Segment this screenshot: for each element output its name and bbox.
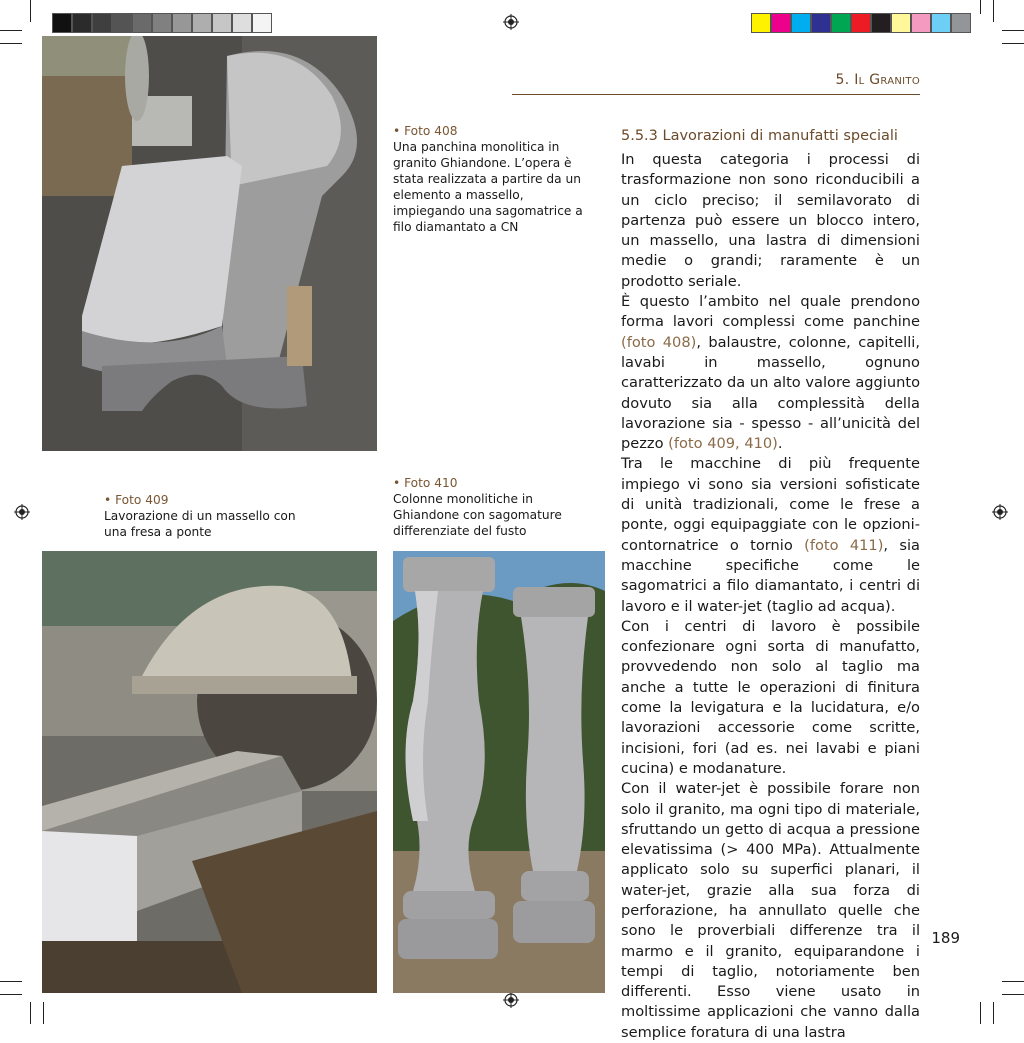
grayscale-swatch <box>152 13 172 33</box>
grayscale-swatch <box>72 13 92 33</box>
text-run: , balaustre, colonne, capitelli, lavabi in massello, ognuno caratterizzato da un alto valore aggiunto dovuto sia alla complessità della lavorazione sia - spesso - all’unicità del pezzo <box>621 333 920 453</box>
section-heading: 5.5.3 Lavorazioni di manufatti speciali <box>621 128 898 144</box>
body-text <box>621 150 920 1043</box>
caption-foto-409 <box>104 492 304 540</box>
granite-columns-photo <box>393 551 605 993</box>
header-rule <box>512 94 920 95</box>
grayscale-swatch <box>132 13 152 33</box>
paragraph: In questa categoria i processi di trasformazione non sono riconducibili a un ciclo preciso; il semilavorato di partenza può essere un blocco intero, un massello, una lastra di dimensioni medie o grandi; raramente è un prodotto seriale. <box>621 151 920 290</box>
registration-mark-left-icon <box>14 504 30 520</box>
grayscale-swatch <box>232 13 252 33</box>
color-swatch <box>871 13 891 33</box>
caption-label: Foto 409 <box>115 493 169 507</box>
color-swatch <box>951 13 971 33</box>
photo-reference: (foto 411) <box>804 536 884 554</box>
text-run: . <box>777 435 783 453</box>
caption-text: Colonne monolitiche in Ghiandone con sagomature differenziate del fusto <box>393 492 562 538</box>
paragraph <box>621 292 920 454</box>
registration-mark-right-icon <box>992 504 1008 520</box>
color-swatch <box>751 13 771 33</box>
caption-foto-410 <box>393 475 583 539</box>
bridge-saw-photo <box>42 551 377 993</box>
color-swatch <box>911 13 931 33</box>
grayscale-swatch <box>52 13 72 33</box>
caption-text: Lavorazione di un massello con una fresa a ponte <box>104 509 296 539</box>
color-swatch <box>811 13 831 33</box>
photo-reference: (foto 408) <box>621 333 697 351</box>
page-number: 189 <box>931 929 960 947</box>
grayscale-swatch <box>92 13 112 33</box>
color-swatch <box>931 13 951 33</box>
paragraph <box>621 454 920 616</box>
bullet: • <box>104 493 116 507</box>
grayscale-swatch <box>192 13 212 33</box>
color-swatch <box>831 13 851 33</box>
bullet: • <box>393 476 405 490</box>
grayscale-swatch <box>112 13 132 33</box>
photo-reference: (foto 409, 410) <box>668 435 778 453</box>
text-run: È questo l’ambito nel quale prendono forma lavori complessi come panchine <box>621 293 920 331</box>
registration-mark-top-icon <box>503 14 519 30</box>
color-swatch <box>791 13 811 33</box>
caption-foto-408 <box>393 123 593 235</box>
caption-label: Foto 410 <box>404 476 458 490</box>
text-run: , sia macchine specifiche come le sagomatrici a filo diamantato, i centri di lavoro e il water-jet (taglio ad acqua). <box>621 536 920 615</box>
grayscale-swatch <box>212 13 232 33</box>
grayscale-swatch <box>172 13 192 33</box>
grayscale-swatch <box>252 13 272 33</box>
color-swatch <box>851 13 871 33</box>
color-swatch <box>771 13 791 33</box>
running-head: 5. Il Granito <box>835 72 920 88</box>
text-run: Tra le macchine di più frequente impiego vi sono sia versioni sofisticate di unità tradizionali, come le frese a ponte, oggi equipaggiate con le opzioni-contornatrice o tornio <box>621 455 920 554</box>
paragraph: Con il water-jet è possibile forare non solo il granito, ma ogni tipo di materiale, sfruttando un getto di acqua a pressione elevatissima (> 400 MPa). Attualmente applicato solo su superfici planari, il water-jet, grazie alla sua forza di perforazione, ha annullato quelle che sono le proverbiali differenze tra il marmo e il granito, equiparandone i tempi di taglio, notoriamente ben differenti. Esso viene usato in moltissime applicazioni che vanno dalla semplice foratura di una lastra <box>621 780 920 1041</box>
granite-bench-photo <box>42 36 377 451</box>
caption-label: Foto 408 <box>404 124 458 138</box>
registration-mark-bottom-icon <box>503 992 519 1008</box>
caption-text: Una panchina monolitica in granito Ghiandone. L’opera è stata realizzata a partire da un elemento a massello, impiegando una sagomatrice a filo diamantato a CN <box>393 140 583 234</box>
paragraph: Con i centri di lavoro è possibile confezionare ogni sorta di manufatto, provvedendo non solo al taglio ma anche a tutte le operazioni di finitura come la levigatura e la lucidatura, e/o lavorazioni accessorie come scritte, incisioni, fori (ad es. nei lavabi e piani cucina) e modanature. <box>621 617 920 777</box>
bullet: • <box>393 124 405 138</box>
color-swatch <box>891 13 911 33</box>
